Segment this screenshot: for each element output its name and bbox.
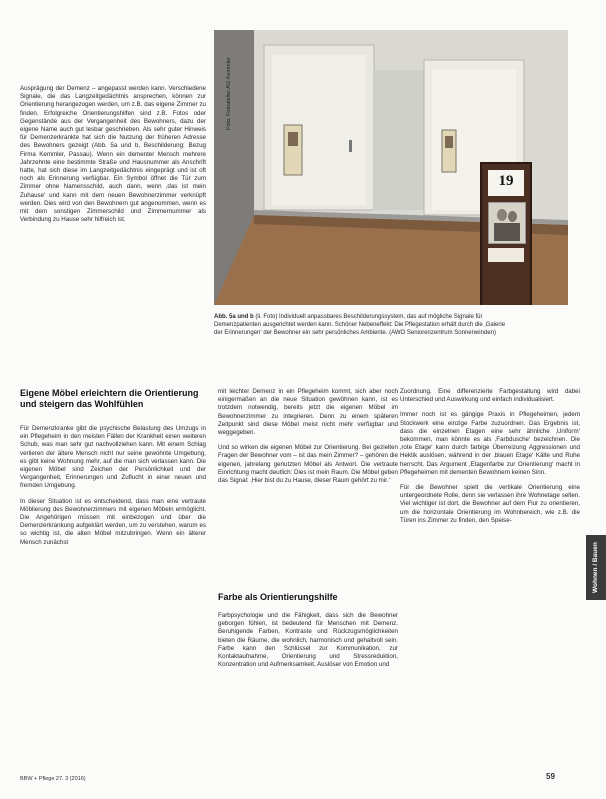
footer-journal: BBW + Pflege 27. 3 (2016): [20, 776, 86, 782]
hallway-photo: [214, 30, 568, 305]
left-column: [20, 85, 206, 231]
left-section-heading: Eigene Möbel erleichtern die Orientierung und steigern das Wohlfühlen: [20, 388, 199, 409]
calendar-card: [488, 170, 524, 196]
left-column-lower: [20, 425, 206, 554]
right-paragraph-2: Immer noch ist es gängige Praxis in Pflegeheimen, jedem Stockwerk eine einzige Farbe zuzuordnen. Das Ergebnis ist, dass die einzelnen Etagen eine sehr ähnliche ‚Uniform‘ bekommen, man könnte es als ‚Farbdusche‘ bezeichnen. Die ‚rote Etage‘ kann durch farbige Überreizung Aggressionen und Hektik auslösen, während in der ‚blauen Etage‘ Kälte und Ruhe herrscht. Das Argument ‚Etagenfarbe zur Orientierung‘ macht in Pflegeheimen mit dementen Bewohnern keinen Sinn.: [400, 411, 580, 476]
middle-section-heading: Farbe als Orientierungshilfe: [218, 592, 338, 602]
section-side-tab: Wohnen / Bauen: [586, 535, 606, 600]
caption-text: (li. Foto) Individuell anpassbares Beschilderungssystem, das auf mögliche Signale für Demenzpatienten ausgerichtet werden kann. Schöner Nebeneffekt: Die Pflegestation erhält durch die ‚Galerie der Erinnerungen‘ der Bewohner ein sehr persönliches Ambiente. (AWO Seniorenzentrum Sonnenwinden): [214, 314, 506, 336]
signage-panel: [480, 162, 532, 305]
middle-column-lower: [218, 612, 398, 676]
middle-paragraph-1: mit leichter Demenz in ein Pflegeheim kommt, sich aber noch einigermaßen an die neue Situation gewöhnen kann, ist es trotzdem notwendig, bereits jetzt die eigenen Möbel im Bewohnerzimmer zu integrieren. Denn zu einem späteren Zeitpunkt sind diese Möbel meist nicht mehr verfügbar und weggegeben.: [218, 388, 398, 437]
middle-paragraph-2: Und so wirken die eigenen Möbel zur Orientierung. Bei gezielten Fragen der Bewohner vom – ist das mein Zimmer? – gehören die eigenen, jahrelang genutzten Möbel als Antwort. Die vertraute Einrichtung macht deutlich: Dies ist mein Raum. Die Möbel geben das Signal: ‚Hier bist du zu Hause, dieser Raum gehört zu mir.‘: [218, 444, 398, 485]
photo-credit: Foto: Fotoatelier AG Kemmler: [226, 57, 232, 130]
left-paragraph-2: In dieser Situation ist es entscheidend, dass man eine vertraute Möblierung des Bewohnerzimmers mit eigenen Möbeln ermöglicht. Die Angehörigen müssen mit einbezogen und über die Demenzerkrankung aufgeklärt werden, um zu verstehen, warum es so wichtig ist, die alten Möbel mitzubringen. Wenn ein älterer Mensch zunächst: [20, 497, 206, 546]
name-plate: [488, 248, 524, 262]
figure-caption: [214, 313, 509, 337]
calendar-day: 19: [498, 173, 514, 189]
middle-paragraph-3: Farbpsychologie und die Fähigkeit, dass sich die Bewohner geborgen fühlen, ist bedeutend für Menschen mit Demenz. Beruhigende Farben, Kontraste und Rückzugsmöglichkeiten bieten die Räume, die wohnlich, harmonisch und gehaltvoll sein. Farbe kann den Schlüssel zur Kommunikation, zur Kontaktaufnahme, Orientierung und Stressreduktion, Konzentration und Aufmerksamkeit, Auslöser von Emotion und: [218, 612, 398, 669]
page-number: 59: [546, 772, 555, 781]
right-column: [400, 388, 580, 532]
portrait-photo: [488, 202, 526, 244]
right-paragraph-3: Für die Bewohner spielt die vertikale Orientierung eine untergeordnete Rolle, denn sie verlassen ihre Wohnetage selten. Viel wichtiger ist dort, die Bewohner auf dem Flur zu orientieren, um die horizontale Orientierung im Wohnbereich, wie z.B. die Türen ins Zimmer zu finden, den Speise-: [400, 484, 580, 524]
right-paragraph-1: Zuordnung. Eine differenzierte Farbgestaltung wird dabei Unterschied und Auswirkung und einfach individualisiert.: [400, 388, 580, 404]
left-paragraph-1: Für Demenzkranke gibt die psychische Belastung des Umzugs in ein Pflegeheim in den meisten Fällen der Krankheit einen weiteren Schub, was man sehr gut nachvollziehen kann. Mit einem Schlag verlieren der ältere Mensch nicht nur seine gewohnte Umgebung, es gibt keine Wohnung mehr, auf die man sich verlassen kann. Die eigenen Möbel sind Zeichen der Persönlichkeit und der Vergangenheit, Erinnerungen und Zuflucht in einer neuen und fremden Umgebung.: [20, 425, 206, 490]
left-intro-paragraph: Ausprägung der Demenz – angepasst werden kann. Verschiedene Signale, die das Langzeitgedächtnis ansprechen, können zur Orientierung herangezogen werden, um z.B. das eigene Zimmer zu finden. Erfolgreiche Orientierungshilfen sind z.B. Fotos oder Gegenstände aus der Vergangenheit des Bewohners, dazu der eigene Name auch gut lesbar geschrieben. Als sehr guter Hinweis für Demenzerkrankte hat sich die Nutzung der früheren Adresse des Bewohners gezeigt (Abb. 5a und b, Beschilderung: Bezug Firma Kemmler, Passau). Wenn ein dementer Mensch mehrere Jahrzehnte eine bestimmte Straße und Hausnummer als Anschrift hatte, hat sich diese im Langzeitgedächtnis eingeprägt und ist oft noch als Erinnerung verfügbar. Ein Symbol öffnet die Tür zum Zimmer ohne Namensschild, auch dann, wenn ‚das ist mein Zuhause‘ und kann mit dem neuen Bewohnerzimmer verknüpft werden. Dies wird von den Bewohnern gut angenommen, wenn es mit dem sonstigen Zimmerschild und Zimmernummer als Verbindung zu Hause sehr hilfreich ist.: [20, 85, 206, 224]
caption-label: Abb. 5a und b: [214, 314, 254, 320]
middle-column: [218, 388, 398, 492]
